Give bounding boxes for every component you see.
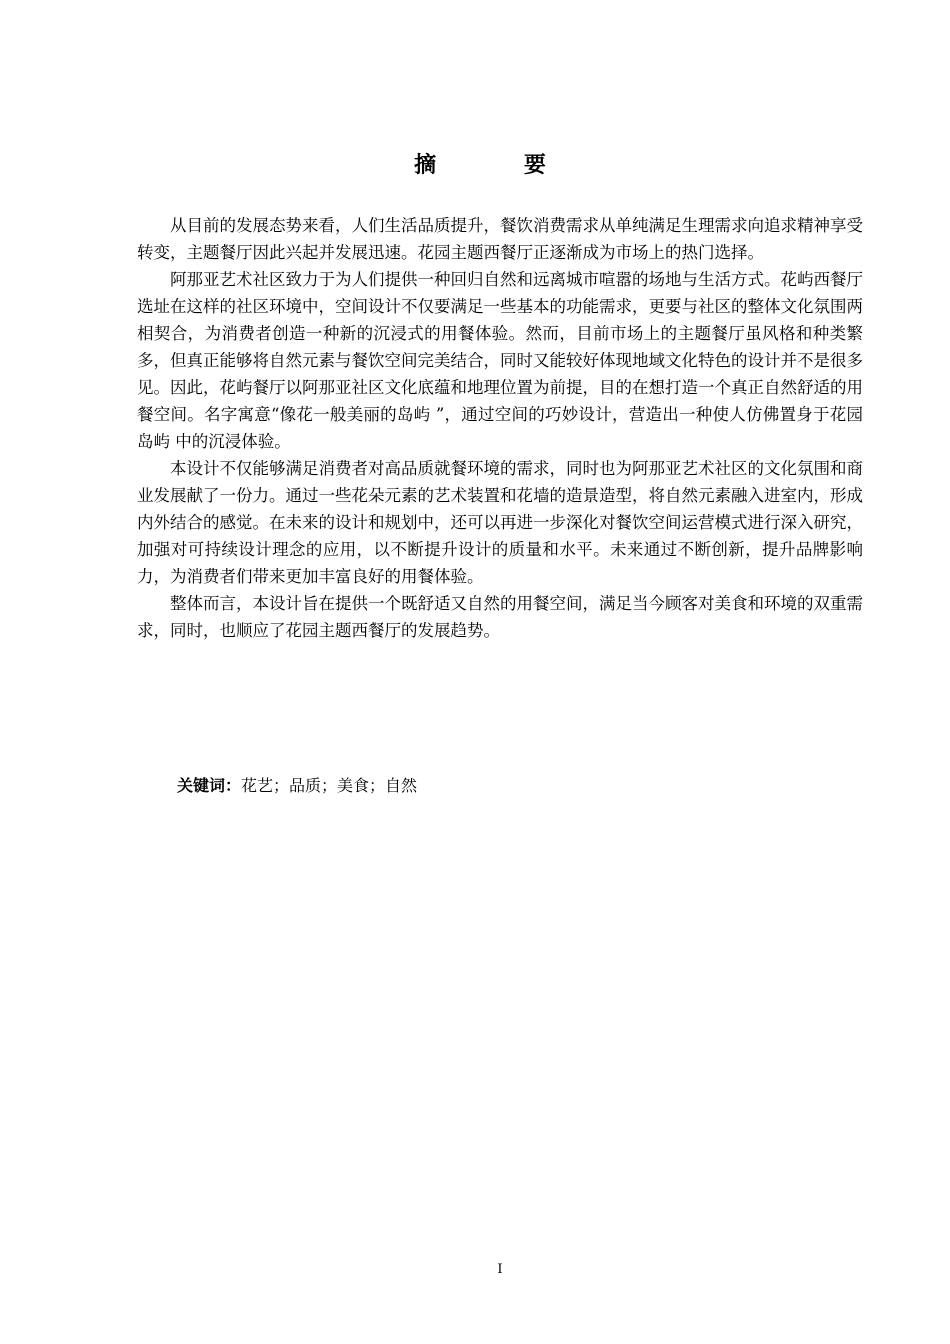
paragraph-3: 本设计不仅能够满足消费者对高品质就餐环境的需求，同时也为阿那亚艺术社区的文化氛围和商业发展献了一份力。通过一些花朵元素的艺术装置和花墙的造景造型，将自然元素融入进室内，形成内外结合的感觉。在未来的设计和规划中，还可以再进一步深化对餐饮空间运营模式进行深入研究，加强对可持续设计理念的应用，以不断提升设计的质量和水平。未来通过不断创新，提升品牌影响力，为消费者们带来更加丰富良好的用餐体验。	[137, 459, 863, 586]
keywords-values: 花艺；品质；美食；自然	[241, 776, 418, 795]
paragraph-1: 从目前的发展态势来看，人们生活品质提升，餐饮消费需求从单纯满足生理需求向追求精神享受转变，主题餐厅因此兴起并发展迅速。花园主题西餐厅正逐渐成为市场上的热门选择。	[137, 216, 863, 262]
paragraph-2: 阿那亚艺术社区致力于为人们提供一种回归自然和远离城市喧嚣的场地与生活方式。花屿西餐厅选址在这样的社区环境中，空间设计不仅要满足一些基本的功能需求，更要与社区的整体文化氛围两相契合，为消费者创造一种新的沉浸式的用餐体验。然而，目前市场上的主题餐厅虽风格和种类繁多，但真正能够将自然元素与餐饮空间完美结合，同时又能较好体现地域文化特色的设计并不是很多见。因此，花屿餐厅以阿那亚社区文化底蕴和地理位置为前提，目的在想打造一个真正自然舒适的用餐空间。名字寓意“像花一般美丽的岛屿 ”，通过空间的巧妙设计，营造出一种使人仿佛置身于花园岛屿 中的沉浸体验。	[137, 270, 863, 451]
abstract-body	[137, 212, 863, 644]
keywords-line	[177, 774, 417, 798]
keywords-label: 关键词：	[177, 776, 242, 795]
page-number: I	[497, 1262, 503, 1277]
paragraph-4: 整体而言，本设计旨在提供一个既舒适又自然的用餐空间，满足当今顾客对美食和环境的双重需求，同时，也顺应了花园主题西餐厅的发展趋势。	[137, 594, 863, 640]
page-title: 摘 要	[414, 153, 586, 178]
